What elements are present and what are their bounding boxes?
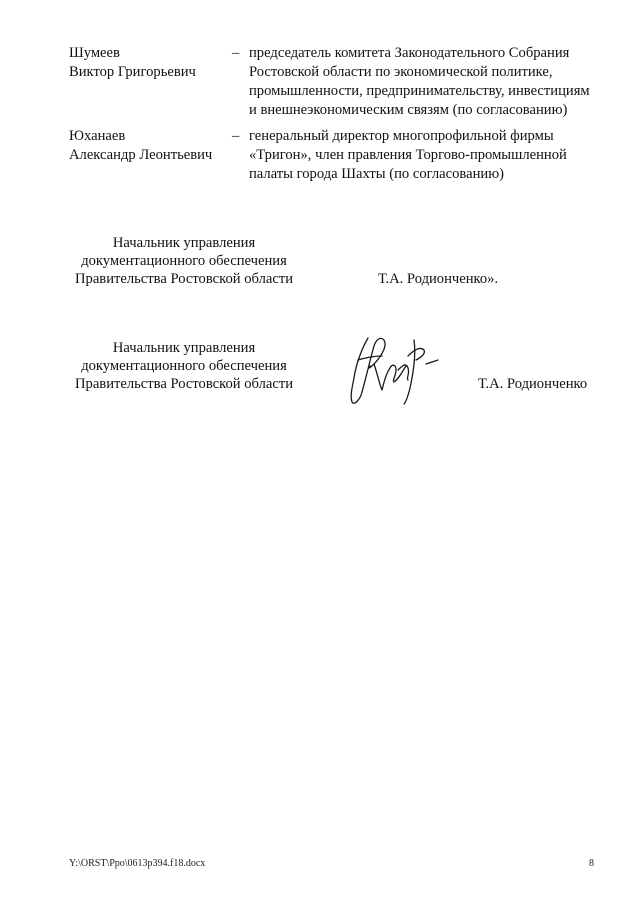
signature-block <box>60 339 600 395</box>
member-given-names: Виктор Григорьевич <box>69 64 196 80</box>
member-entry <box>69 44 599 120</box>
member-dash: – <box>232 128 240 144</box>
signatory-title <box>60 339 308 393</box>
member-name <box>69 127 229 165</box>
description-line: промышленности, предпринимательству, инвестициям <box>249 83 590 99</box>
description-line: генеральный директор многопрофильной фирмы <box>249 128 554 144</box>
member-given-names: Александр Леонтьевич <box>69 147 213 163</box>
description-line: и внешнеэкономическим связям (по согласованию) <box>249 102 568 118</box>
description-line: «Тригон», член правления Торгово-промышленной <box>249 147 567 163</box>
member-surname: Юханаев <box>69 128 126 144</box>
signature-block <box>60 234 600 290</box>
member-description <box>249 44 599 120</box>
signatory-name: Т.А. Родионченко <box>478 376 588 392</box>
member-name <box>69 44 229 82</box>
footer-file-path: Y:\ORST\Ppo\0613p394.f18.docx <box>69 858 206 869</box>
title-line: Начальник управления <box>112 340 256 356</box>
footer-page-number: 8 <box>589 858 594 869</box>
signatory-name: Т.А. Родионченко». <box>378 271 499 287</box>
member-dash: – <box>232 45 240 61</box>
member-entry <box>69 127 599 184</box>
description-line: председатель комитета Законодательного Собрания <box>249 45 570 61</box>
description-line: палаты города Шахты (по согласованию) <box>249 166 504 182</box>
title-line: Правительства Ростовской области <box>74 376 294 392</box>
member-description <box>249 127 599 184</box>
title-line: документационного обеспечения <box>81 358 287 374</box>
member-surname: Шумеев <box>69 45 120 61</box>
signatory-title <box>60 234 308 288</box>
title-line: документационного обеспечения <box>81 253 287 269</box>
handwritten-signature <box>340 330 450 410</box>
title-line: Правительства Ростовской области <box>74 271 294 287</box>
title-line: Начальник управления <box>112 235 256 251</box>
description-line: Ростовской области по экономической политике, <box>249 64 553 80</box>
